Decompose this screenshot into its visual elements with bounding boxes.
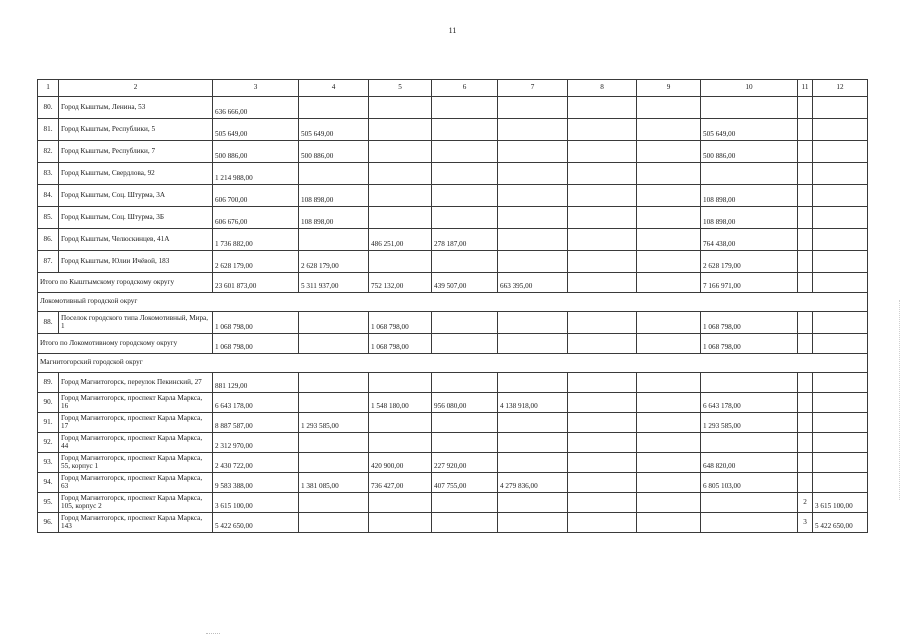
row-value-c12 (813, 97, 868, 119)
section-title: Магнитогорский городской округ (38, 354, 868, 373)
total-value-c8 (568, 334, 637, 354)
row-value-c10: 764 438,00 (701, 229, 798, 251)
table-row (38, 433, 868, 453)
row-value-c11 (798, 453, 813, 473)
row-value-c5 (369, 493, 432, 513)
row-value-c8 (568, 453, 637, 473)
row-value-c7 (498, 251, 568, 273)
row-value-c12 (813, 207, 868, 229)
total-value-c4: 5 311 937,00 (299, 273, 369, 293)
page-number: 11 (448, 26, 457, 35)
row-value-c5: 1 548 180,00 (369, 393, 432, 413)
row-value-c5: 486 251,00 (369, 229, 432, 251)
row-value-c10 (701, 373, 798, 393)
row-value-c4 (299, 312, 369, 334)
row-value-c12 (813, 373, 868, 393)
row-value-c3: 6 643 178,00 (213, 393, 299, 413)
row-value-c6: 278 187,00 (432, 229, 498, 251)
row-value-c9 (637, 473, 701, 493)
row-value-c10: 1 068 798,00 (701, 312, 798, 334)
row-value-c5 (369, 185, 432, 207)
row-value-c10 (701, 97, 798, 119)
row-value-c9 (637, 373, 701, 393)
row-value-c7 (498, 413, 568, 433)
row-value-c8 (568, 141, 637, 163)
total-label: Итого по Локомотивному городскому округу (38, 334, 213, 354)
column-header: 6 (432, 80, 498, 97)
row-number: 81. (38, 119, 59, 141)
row-address: Город Кыштым, Челюскинцев, 41А (59, 229, 213, 251)
row-value-c6 (432, 251, 498, 273)
row-address: Город Кыштым, Свердлова, 92 (59, 163, 213, 185)
row-value-c10: 648 820,00 (701, 453, 798, 473)
row-number: 93. (38, 453, 59, 473)
row-value-c9 (637, 312, 701, 334)
row-value-c8 (568, 229, 637, 251)
table-row (38, 473, 868, 493)
row-number: 91. (38, 413, 59, 433)
row-address: Поселок городского типа Локомотивный, Мира, 1 (59, 312, 213, 334)
row-value-c11 (798, 373, 813, 393)
total-value-c3: 23 601 873,00 (213, 273, 299, 293)
column-header: 8 (568, 80, 637, 97)
row-value-c4: 505 649,00 (299, 119, 369, 141)
table-row (38, 185, 868, 207)
total-value-c10: 7 166 971,00 (701, 273, 798, 293)
total-value-c8 (568, 273, 637, 293)
row-number: 88. (38, 312, 59, 334)
row-value-c10: 108 898,00 (701, 207, 798, 229)
column-header: 2 (59, 80, 213, 97)
row-value-c3: 881 129,00 (213, 373, 299, 393)
row-number: 95. (38, 493, 59, 513)
total-value-c5: 752 132,00 (369, 273, 432, 293)
row-address: Город Кыштым, Соц. Штурма, 3Б (59, 207, 213, 229)
table-row (38, 413, 868, 433)
row-value-c6 (432, 97, 498, 119)
row-value-c5 (369, 413, 432, 433)
row-value-c9 (637, 251, 701, 273)
row-value-c6 (432, 312, 498, 334)
total-label: Итого по Кыштымскому городскому округу (38, 273, 213, 293)
row-address: Город Магнитогорск, проспект Карла Маркса, 55, корпус 1 (59, 453, 213, 473)
row-value-c4 (299, 373, 369, 393)
row-value-c9 (637, 163, 701, 185)
row-number: 90. (38, 393, 59, 413)
row-value-c9 (637, 413, 701, 433)
row-value-c12 (813, 163, 868, 185)
row-address: Город Магнитогорск, проспект Карла Маркса, 44 (59, 433, 213, 453)
row-address: Город Магнитогорск, проспект Карла Маркса, 143 (59, 513, 213, 533)
total-value-c3: 1 068 798,00 (213, 334, 299, 354)
total-row (38, 273, 868, 293)
row-value-c3: 8 887 587,00 (213, 413, 299, 433)
row-value-c6 (432, 207, 498, 229)
row-value-c11: 2 (798, 493, 813, 513)
row-value-c4: 2 628 179,00 (299, 251, 369, 273)
total-value-c9 (637, 273, 701, 293)
row-value-c5 (369, 97, 432, 119)
total-value-c7: 663 395,00 (498, 273, 568, 293)
row-value-c4: 108 898,00 (299, 207, 369, 229)
row-value-c12 (813, 413, 868, 433)
row-value-c11 (798, 185, 813, 207)
row-value-c11: 3 (798, 513, 813, 533)
row-value-c9 (637, 97, 701, 119)
row-value-c6: 956 080,00 (432, 393, 498, 413)
row-value-c12 (813, 185, 868, 207)
row-value-c12 (813, 312, 868, 334)
total-value-c5: 1 068 798,00 (369, 334, 432, 354)
row-value-c11 (798, 207, 813, 229)
row-value-c7 (498, 453, 568, 473)
table-header-row (38, 80, 868, 97)
row-number: 83. (38, 163, 59, 185)
row-value-c9 (637, 207, 701, 229)
row-value-c9 (637, 393, 701, 413)
table-row (38, 207, 868, 229)
row-address: Город Магнитогорск, проспект Карла Маркса, 17 (59, 413, 213, 433)
row-value-c8 (568, 163, 637, 185)
table-row (38, 373, 868, 393)
row-value-c5 (369, 513, 432, 533)
row-value-c3: 1 736 882,00 (213, 229, 299, 251)
row-value-c12 (813, 229, 868, 251)
column-header: 4 (299, 80, 369, 97)
row-value-c12 (813, 433, 868, 453)
row-value-c3: 2 312 970,00 (213, 433, 299, 453)
row-value-c5 (369, 207, 432, 229)
row-value-c3: 606 700,00 (213, 185, 299, 207)
row-value-c9 (637, 433, 701, 453)
table-row (38, 97, 868, 119)
total-value-c11 (798, 273, 813, 293)
row-value-c8 (568, 207, 637, 229)
row-address: Город Кыштым, Юлии Ичёвой, 183 (59, 251, 213, 273)
row-value-c5 (369, 141, 432, 163)
row-value-c11 (798, 473, 813, 493)
row-value-c11 (798, 119, 813, 141)
row-address: Город Магнитогорск, проспект Карла Маркса, 105, корпус 2 (59, 493, 213, 513)
row-value-c7 (498, 373, 568, 393)
row-value-c4: 1 293 585,00 (299, 413, 369, 433)
column-header: 7 (498, 80, 568, 97)
row-value-c9 (637, 513, 701, 533)
row-number: 89. (38, 373, 59, 393)
table-row (38, 513, 868, 533)
scan-artifact (899, 300, 902, 500)
row-value-c11 (798, 413, 813, 433)
total-value-c12 (813, 273, 868, 293)
total-value-c7 (498, 334, 568, 354)
row-value-c3: 2 628 179,00 (213, 251, 299, 273)
row-number: 85. (38, 207, 59, 229)
row-value-c3: 606 676,00 (213, 207, 299, 229)
row-number: 92. (38, 433, 59, 453)
row-value-c8 (568, 413, 637, 433)
row-value-c7 (498, 312, 568, 334)
row-value-c8 (568, 493, 637, 513)
row-value-c3: 3 615 100,00 (213, 493, 299, 513)
row-value-c4: 1 381 085,00 (299, 473, 369, 493)
row-value-c11 (798, 312, 813, 334)
total-value-c9 (637, 334, 701, 354)
row-value-c11 (798, 433, 813, 453)
row-value-c5: 1 068 798,00 (369, 312, 432, 334)
row-value-c4 (299, 97, 369, 119)
row-value-c7 (498, 433, 568, 453)
row-value-c7 (498, 207, 568, 229)
row-value-c8 (568, 373, 637, 393)
row-value-c6 (432, 493, 498, 513)
table-row (38, 229, 868, 251)
row-value-c10: 6 643 178,00 (701, 393, 798, 413)
row-value-c9 (637, 493, 701, 513)
row-value-c7 (498, 493, 568, 513)
row-value-c5 (369, 163, 432, 185)
total-value-c4 (299, 334, 369, 354)
row-value-c12 (813, 141, 868, 163)
row-value-c7 (498, 185, 568, 207)
row-value-c9 (637, 141, 701, 163)
row-value-c8 (568, 513, 637, 533)
column-header: 11 (798, 80, 813, 97)
row-value-c10: 108 898,00 (701, 185, 798, 207)
column-header: 3 (213, 80, 299, 97)
row-value-c10 (701, 513, 798, 533)
section-row (38, 354, 868, 373)
row-value-c9 (637, 185, 701, 207)
row-value-c11 (798, 163, 813, 185)
row-value-c3: 9 583 388,00 (213, 473, 299, 493)
section-row (38, 293, 868, 312)
table-row (38, 493, 868, 513)
row-value-c7 (498, 229, 568, 251)
row-value-c10 (701, 163, 798, 185)
row-value-c7 (498, 97, 568, 119)
table-row (38, 251, 868, 273)
table-row (38, 163, 868, 185)
row-value-c6 (432, 119, 498, 141)
column-header: 1 (38, 80, 59, 97)
row-value-c8 (568, 473, 637, 493)
row-value-c7: 4 279 836,00 (498, 473, 568, 493)
row-value-c3: 505 649,00 (213, 119, 299, 141)
row-value-c8 (568, 185, 637, 207)
total-value-c12 (813, 334, 868, 354)
scan-artifact (206, 633, 220, 636)
table-row (38, 453, 868, 473)
row-value-c8 (568, 251, 637, 273)
row-value-c4: 500 886,00 (299, 141, 369, 163)
row-number: 94. (38, 473, 59, 493)
row-value-c8 (568, 97, 637, 119)
row-value-c4 (299, 229, 369, 251)
row-value-c9 (637, 453, 701, 473)
row-value-c3: 2 430 722,00 (213, 453, 299, 473)
row-address: Город Кыштым, Ленина, 53 (59, 97, 213, 119)
column-header: 5 (369, 80, 432, 97)
row-address: Город Магнитогорск, проспект Карла Маркса, 16 (59, 393, 213, 413)
row-value-c6 (432, 433, 498, 453)
row-value-c7 (498, 141, 568, 163)
row-value-c8 (568, 393, 637, 413)
column-header: 12 (813, 80, 868, 97)
row-number: 96. (38, 513, 59, 533)
total-value-c10: 1 068 798,00 (701, 334, 798, 354)
row-value-c4 (299, 453, 369, 473)
row-number: 80. (38, 97, 59, 119)
row-address: Город Магнитогорск, проспект Карла Маркса, 63 (59, 473, 213, 493)
row-value-c12: 5 422 650,00 (813, 513, 868, 533)
table-row (38, 312, 868, 334)
row-value-c3: 500 886,00 (213, 141, 299, 163)
row-value-c11 (798, 141, 813, 163)
row-value-c6 (432, 185, 498, 207)
row-address: Город Кыштым, Республики, 5 (59, 119, 213, 141)
row-address: Город Магнитогорск, переулок Пекинский, 27 (59, 373, 213, 393)
row-value-c12 (813, 251, 868, 273)
row-value-c5 (369, 251, 432, 273)
row-value-c8 (568, 312, 637, 334)
section-title: Локомотивный городской округ (38, 293, 868, 312)
row-value-c4 (299, 493, 369, 513)
total-value-c6 (432, 334, 498, 354)
row-value-c12: 3 615 100,00 (813, 493, 868, 513)
row-value-c4: 108 898,00 (299, 185, 369, 207)
row-value-c4 (299, 513, 369, 533)
row-value-c6 (432, 163, 498, 185)
row-value-c6 (432, 373, 498, 393)
row-value-c5 (369, 119, 432, 141)
row-value-c5: 420 900,00 (369, 453, 432, 473)
row-value-c11 (798, 229, 813, 251)
row-address: Город Кыштым, Республики, 7 (59, 141, 213, 163)
row-value-c5: 736 427,00 (369, 473, 432, 493)
row-value-c5 (369, 373, 432, 393)
row-value-c7 (498, 513, 568, 533)
row-value-c11 (798, 251, 813, 273)
row-number: 84. (38, 185, 59, 207)
row-value-c11 (798, 97, 813, 119)
row-value-c4 (299, 393, 369, 413)
total-value-c11 (798, 334, 813, 354)
row-value-c12 (813, 393, 868, 413)
table-row (38, 393, 868, 413)
row-value-c10 (701, 433, 798, 453)
row-value-c10: 500 886,00 (701, 141, 798, 163)
row-value-c4 (299, 163, 369, 185)
row-value-c6: 227 920,00 (432, 453, 498, 473)
row-value-c5 (369, 433, 432, 453)
row-value-c8 (568, 433, 637, 453)
row-value-c9 (637, 119, 701, 141)
row-number: 87. (38, 251, 59, 273)
row-value-c10: 505 649,00 (701, 119, 798, 141)
row-value-c3: 636 666,00 (213, 97, 299, 119)
row-value-c10: 6 805 103,00 (701, 473, 798, 493)
row-value-c4 (299, 433, 369, 453)
row-value-c7 (498, 119, 568, 141)
row-number: 86. (38, 229, 59, 251)
row-value-c10: 1 293 585,00 (701, 413, 798, 433)
row-value-c6: 407 755,00 (432, 473, 498, 493)
row-value-c3: 1 214 988,00 (213, 163, 299, 185)
row-value-c6 (432, 513, 498, 533)
table-row (38, 141, 868, 163)
row-value-c6 (432, 413, 498, 433)
row-value-c10 (701, 493, 798, 513)
row-value-c3: 5 422 650,00 (213, 513, 299, 533)
row-value-c6 (432, 141, 498, 163)
row-value-c8 (568, 119, 637, 141)
table-row (38, 119, 868, 141)
row-address: Город Кыштым, Соц. Штурма, 3А (59, 185, 213, 207)
row-value-c11 (798, 393, 813, 413)
row-value-c10: 2 628 179,00 (701, 251, 798, 273)
subsidy-table (37, 79, 868, 533)
total-row (38, 334, 868, 354)
row-value-c7 (498, 163, 568, 185)
row-value-c3: 1 068 798,00 (213, 312, 299, 334)
column-header: 9 (637, 80, 701, 97)
row-value-c12 (813, 453, 868, 473)
row-value-c12 (813, 473, 868, 493)
row-value-c12 (813, 119, 868, 141)
column-header: 10 (701, 80, 798, 97)
total-value-c6: 439 507,00 (432, 273, 498, 293)
row-number: 82. (38, 141, 59, 163)
row-value-c9 (637, 229, 701, 251)
row-value-c7: 4 138 918,00 (498, 393, 568, 413)
